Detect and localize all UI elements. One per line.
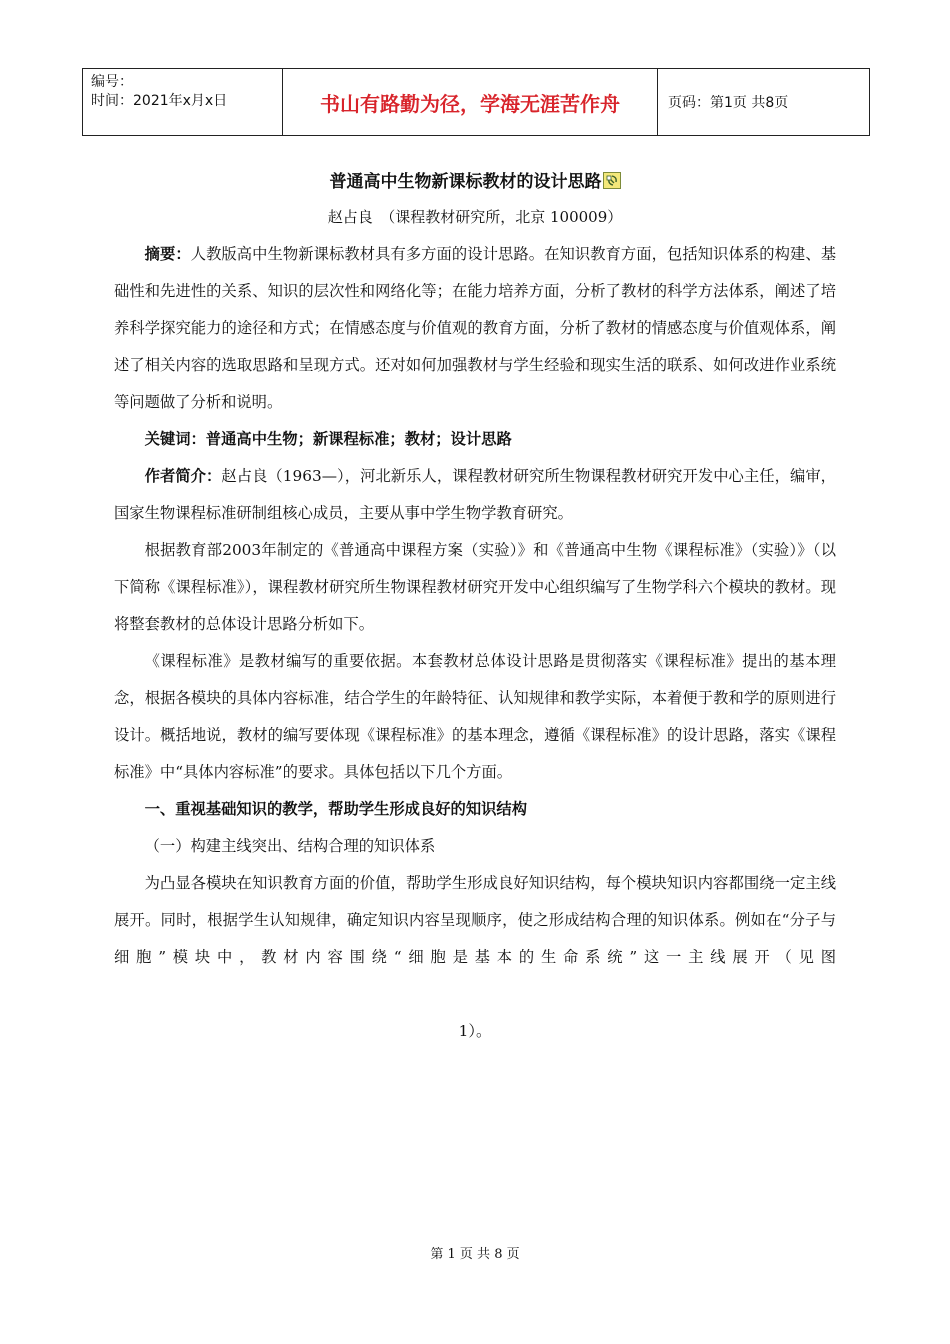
body-paragraph-1: 根据教育部2003年制定的《普通高中课程方案（实验）》和《普通高中生物《课程标准》（实验）》（以下简称《课程标准》），课程教材研究所生物课程教材研究开发中心组织编写了生物学科六个模块的教材。现将整套教材的总体设计思路分析如下。 xyxy=(114,541,836,633)
document-body xyxy=(114,236,836,1050)
date-label: 时间：2021年x月x日 xyxy=(91,93,228,109)
body-paragraph-3: 为凸显各模块在知识教育方面的价值，帮助学生形成良好知识结构，每个模块知识内容都围绕一定主线展开。同时，根据学生认知规律，确定知识内容呈现顺序，使之形成结构合理的知识体系。例如在“分子与细胞”模块中，教材内容围绕“细胞是基本的生命系统”这一主线展开（见图 xyxy=(114,874,836,966)
keywords-label: 关键词： xyxy=(144,430,206,448)
attachment-icon[interactable] xyxy=(603,172,621,189)
document-title-text: 普通高中生物新课标教材的设计思路 xyxy=(329,172,602,192)
abstract-label: 摘要： xyxy=(144,245,191,263)
header-info-cell xyxy=(83,69,283,135)
header-page-cell xyxy=(658,69,869,135)
page-number-label: 页码：第1页 共8页 xyxy=(668,95,789,111)
abstract-paragraph xyxy=(114,236,836,421)
motto-text: 书山有路勤为径，学海无涯苦作舟 xyxy=(320,91,620,116)
header-table xyxy=(82,68,870,136)
header-motto-cell xyxy=(283,69,658,135)
document-title xyxy=(0,170,950,194)
body-paragraph-2: 《课程标准》是教材编写的重要依据。本套教材总体设计思路是贯彻落实《课程标准》提出的基本理念，根据各模块的具体内容标准，结合学生的年龄特征、认知规律和教学实际，本着便于教和学的原则进行设计。概括地说，教材的编写要体现《课程标准》的基本理念，遵循《课程标准》的设计思路，落实《课程标准》中“具体内容标准”的要求。具体包括以下几个方面。 xyxy=(114,652,836,781)
bio-text: 赵占良（1963—），河北新乐人，课程教材研究所生物课程教材研究开发中心主任，编审，国家生物课程标准研制组核心成员，主要从事中学生物学教育研究。 xyxy=(114,467,836,522)
section-heading-1: 一、重视基础知识的教学，帮助学生形成良好的知识结构 xyxy=(144,800,528,818)
abstract-text: 人教版高中生物新课标教材具有多方面的设计思路。在知识教育方面，包括知识体系的构建、基础性和先进性的关系、知识的层次性和网络化等；在能力培养方面，分析了教材的科学方法体系，阐述了培养科学探究能力的途径和方式；在情感态度与价值观的教育方面，分析了教材的情感态度与价值观体系，阐述了相关内容的选取思路和呈现方式。还对如何加强教材与学生经验和现实生活的联系、如何改进作业系统等问题做了分析和说明。 xyxy=(114,245,836,411)
bio-label: 作者简介： xyxy=(144,467,222,485)
page-footer: 第 1 页 共 8 页 xyxy=(430,1247,520,1262)
bio-paragraph xyxy=(114,458,836,532)
author-line: 赵占良 （课程教材研究所，北京 100009） xyxy=(327,208,623,226)
keywords-paragraph xyxy=(114,421,836,458)
serial-number-label: 编号： xyxy=(91,74,133,90)
keywords-text: 普通高中生物；新课程标准；教材；设计思路 xyxy=(205,430,512,448)
body-paragraph-3-end: 1）。 xyxy=(458,1022,492,1040)
subsection-heading-1: （一）构建主线突出、结构合理的知识体系 xyxy=(144,837,436,855)
